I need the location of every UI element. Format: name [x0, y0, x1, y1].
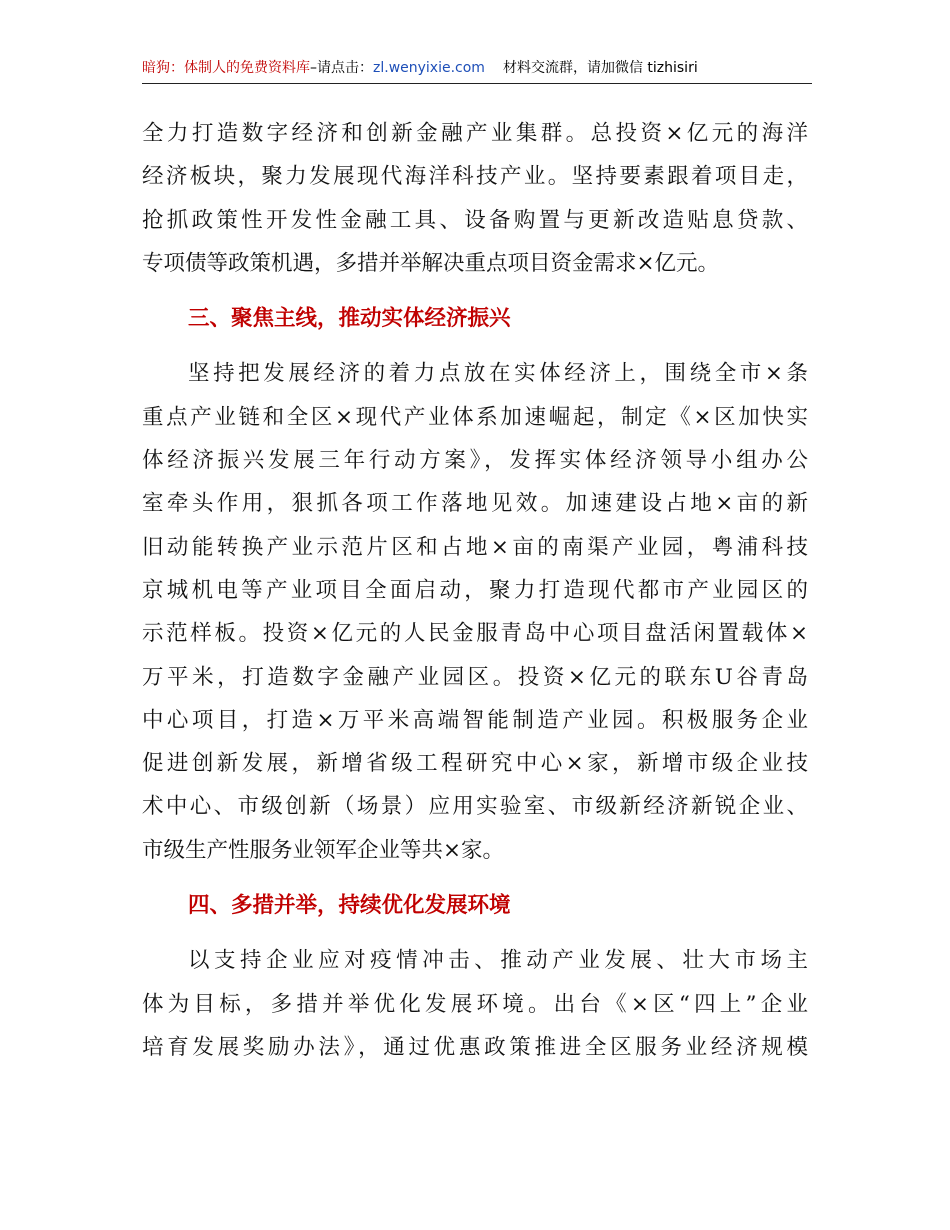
page-header	[142, 55, 812, 84]
text-line: 重点产业链和全区×现代产业体系加速崛起，制定《×区加快实	[142, 404, 808, 430]
header-brand: 暗狗：体制人的免费资料库	[142, 60, 310, 76]
text-line: 中心项目，打造×万平米高端智能制造产业园。积极服务企业	[142, 707, 808, 733]
text-line: 万平米，打造数字金融产业园区。投资×亿元的联东U谷青岛	[142, 664, 808, 690]
document-body	[142, 112, 808, 1069]
text-line: 旧动能转换产业示范片区和占地×亩的南渠产业园，粤浦科技	[142, 534, 808, 560]
text-line: 专项债等政策机遇，多措并举解决重点项目资金需求×亿元。	[142, 250, 720, 276]
text-line: 经济板块，聚力发展现代海洋科技产业。坚持要素跟着项目走，	[142, 164, 808, 190]
text-line: 京城机电等产业项目全面启动，聚力打造现代都市产业园区的	[142, 577, 808, 603]
text-line: 坚持把发展经济的着力点放在实体经济上，围绕全市×条	[188, 361, 808, 387]
header-click-prompt: –请点击：	[310, 60, 373, 76]
text-line: 以支持企业应对疫情冲击、推动产业发展、壮大市场主	[188, 948, 808, 974]
text-line: 市级生产性服务业领军企业等共×家。	[142, 837, 505, 863]
text-line: 促进创新发展，新增省级工程研究中心×家，新增市级企业技	[142, 751, 808, 777]
text-line: 抢抓政策性开发性金融工具、设备购置与更新改造贴息贷款、	[142, 207, 808, 233]
text-line: 体经济振兴发展三年行动方案》，发挥实体经济领导小组办公	[142, 448, 808, 474]
section-heading-4: 四、多措并举，持续优化发展环境	[188, 893, 511, 919]
text-line: 体为目标，多措并举优化发展环境。出台《×区“四上”企业	[142, 991, 808, 1017]
text-line: 室牵头作用，狠抓各项工作落地见效。加速建设占地×亩的新	[142, 491, 808, 517]
paragraph-3	[142, 939, 808, 1069]
text-line: 术中心、市级创新（场景）应用实验室、市级新经济新锐企业、	[142, 794, 808, 820]
header-link[interactable]: zl.wenyixie.com	[373, 60, 485, 76]
paragraph-1	[142, 112, 808, 285]
text-line: 全力打造数字经济和创新金融产业集群。总投资×亿元的海洋	[142, 121, 808, 146]
text-line: 示范样板。投资×亿元的人民金服青岛中心项目盘活闲置载体×	[142, 621, 808, 647]
section-heading-3: 三、聚焦主线，推动实体经济振兴	[188, 306, 511, 332]
header-group-text: 材料交流群，请加微信 tizhisiri	[502, 60, 698, 76]
text-line: 培育发展奖励办法》，通过优惠政策推进全区服务业经济规模	[142, 1034, 808, 1060]
paragraph-2	[142, 352, 808, 872]
